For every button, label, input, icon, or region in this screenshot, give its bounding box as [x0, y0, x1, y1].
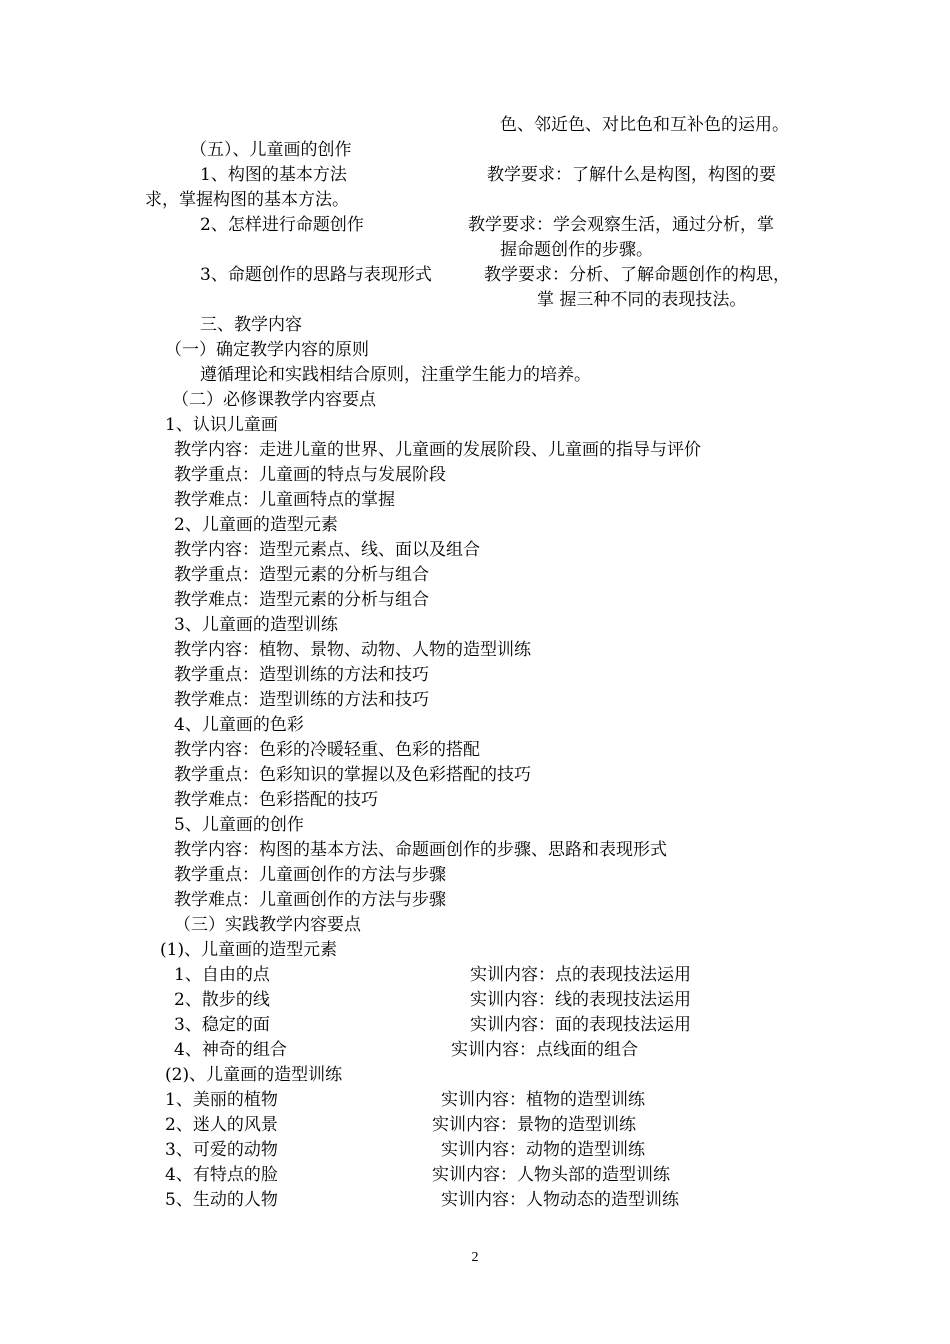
text-line: 教学难点：儿童画特点的掌握 [174, 490, 395, 510]
list-item: 2、散步的线 [174, 990, 270, 1010]
text-line: 教学重点：造型训练的方法和技巧 [174, 665, 429, 685]
subsection-heading: 2、儿童画的造型元素 [174, 515, 338, 535]
list-item: 2、迷人的风景 [165, 1115, 278, 1135]
section-heading: 三、教学内容 [200, 315, 302, 335]
text-line: 掌 握三种不同的表现技法。 [537, 290, 747, 310]
list-item-detail: 实训内容：动物的造型训练 [441, 1140, 645, 1160]
text-line: 遵循理论和实践相结合原则，注重学生能力的培养。 [200, 365, 591, 385]
list-item: 3、稳定的面 [174, 1015, 270, 1035]
text-line: 教学内容：植物、景物、动物、人物的造型训练 [174, 640, 531, 660]
text-line: 教学重点：色彩知识的掌握以及色彩搭配的技巧 [174, 765, 531, 785]
list-item: 4、有特点的脸 [165, 1165, 278, 1185]
list-item-detail: 实训内容：点线面的组合 [451, 1040, 638, 1060]
subsection-heading: (1)、儿童画的造型元素 [160, 940, 338, 960]
list-item: 1、美丽的植物 [165, 1090, 278, 1110]
text-line: 握命题创作的步骤。 [500, 240, 653, 260]
text-line: 教学重点：造型元素的分析与组合 [174, 565, 429, 585]
text-line: 教学内容：走进儿童的世界、儿童画的发展阶段、儿童画的指导与评价 [174, 440, 701, 460]
subsection-heading: 5、儿童画的创作 [174, 815, 304, 835]
text-line: 教学重点：儿童画的特点与发展阶段 [174, 465, 446, 485]
subsection-heading: 4、儿童画的色彩 [174, 715, 304, 735]
section-heading: （一）确定教学内容的原则 [165, 340, 369, 360]
text-line: 教学难点：造型元素的分析与组合 [174, 590, 429, 610]
section-heading: （五）、儿童画的创作 [190, 140, 352, 160]
text-line: 教学内容：造型元素点、线、面以及组合 [174, 540, 480, 560]
text-line: 教学难点：色彩搭配的技巧 [174, 790, 378, 810]
text-line: 1、构图的基本方法 [200, 165, 347, 185]
list-item-detail: 实训内容：人物头部的造型训练 [432, 1165, 670, 1185]
section-heading: （二）必修课教学内容要点 [172, 390, 376, 410]
list-item-detail: 实训内容：面的表现技法运用 [470, 1015, 691, 1035]
text-line: 教学重点：儿童画创作的方法与步骤 [174, 865, 446, 885]
list-item-detail: 实训内容：人物动态的造型训练 [441, 1190, 679, 1210]
text-line: 色、邻近色、对比色和互补色的运用。 [500, 115, 789, 135]
list-item: 4、神奇的组合 [174, 1040, 287, 1060]
subsection-heading: 1、认识儿童画 [165, 415, 278, 435]
text-line: 2、怎样进行命题创作 [200, 215, 364, 235]
text-line: 教学要求：学会观察生活，通过分析，掌 [468, 215, 774, 235]
text-line: 求，掌握构图的基本方法。 [145, 190, 349, 210]
text-line: 教学要求：了解什么是构图，构图的要 [487, 165, 776, 185]
text-line: 教学难点：儿童画创作的方法与步骤 [174, 890, 446, 910]
page-number: 2 [471, 1250, 479, 1265]
list-item-detail: 实训内容：线的表现技法运用 [470, 990, 691, 1010]
text-line: 教学内容：构图的基本方法、命题画创作的步骤、思路和表现形式 [174, 840, 667, 860]
list-item: 5、生动的人物 [165, 1190, 278, 1210]
text-line: 教学难点：造型训练的方法和技巧 [174, 690, 429, 710]
list-item-detail: 实训内容：点的表现技法运用 [470, 965, 691, 985]
list-item-detail: 实训内容：景物的造型训练 [432, 1115, 636, 1135]
list-item: 1、自由的点 [174, 965, 270, 985]
subsection-heading: (2)、儿童画的造型训练 [165, 1065, 343, 1085]
text-line: 教学要求：分析、了解命题创作的构思， [484, 265, 790, 285]
text-line: 教学内容：色彩的冷暖轻重、色彩的搭配 [174, 740, 480, 760]
subsection-heading: 3、儿童画的造型训练 [174, 615, 338, 635]
section-heading: （三）实践教学内容要点 [174, 915, 361, 935]
list-item-detail: 实训内容：植物的造型训练 [441, 1090, 645, 1110]
text-line: 3、命题创作的思路与表现形式 [200, 265, 432, 285]
list-item: 3、可爱的动物 [165, 1140, 278, 1160]
